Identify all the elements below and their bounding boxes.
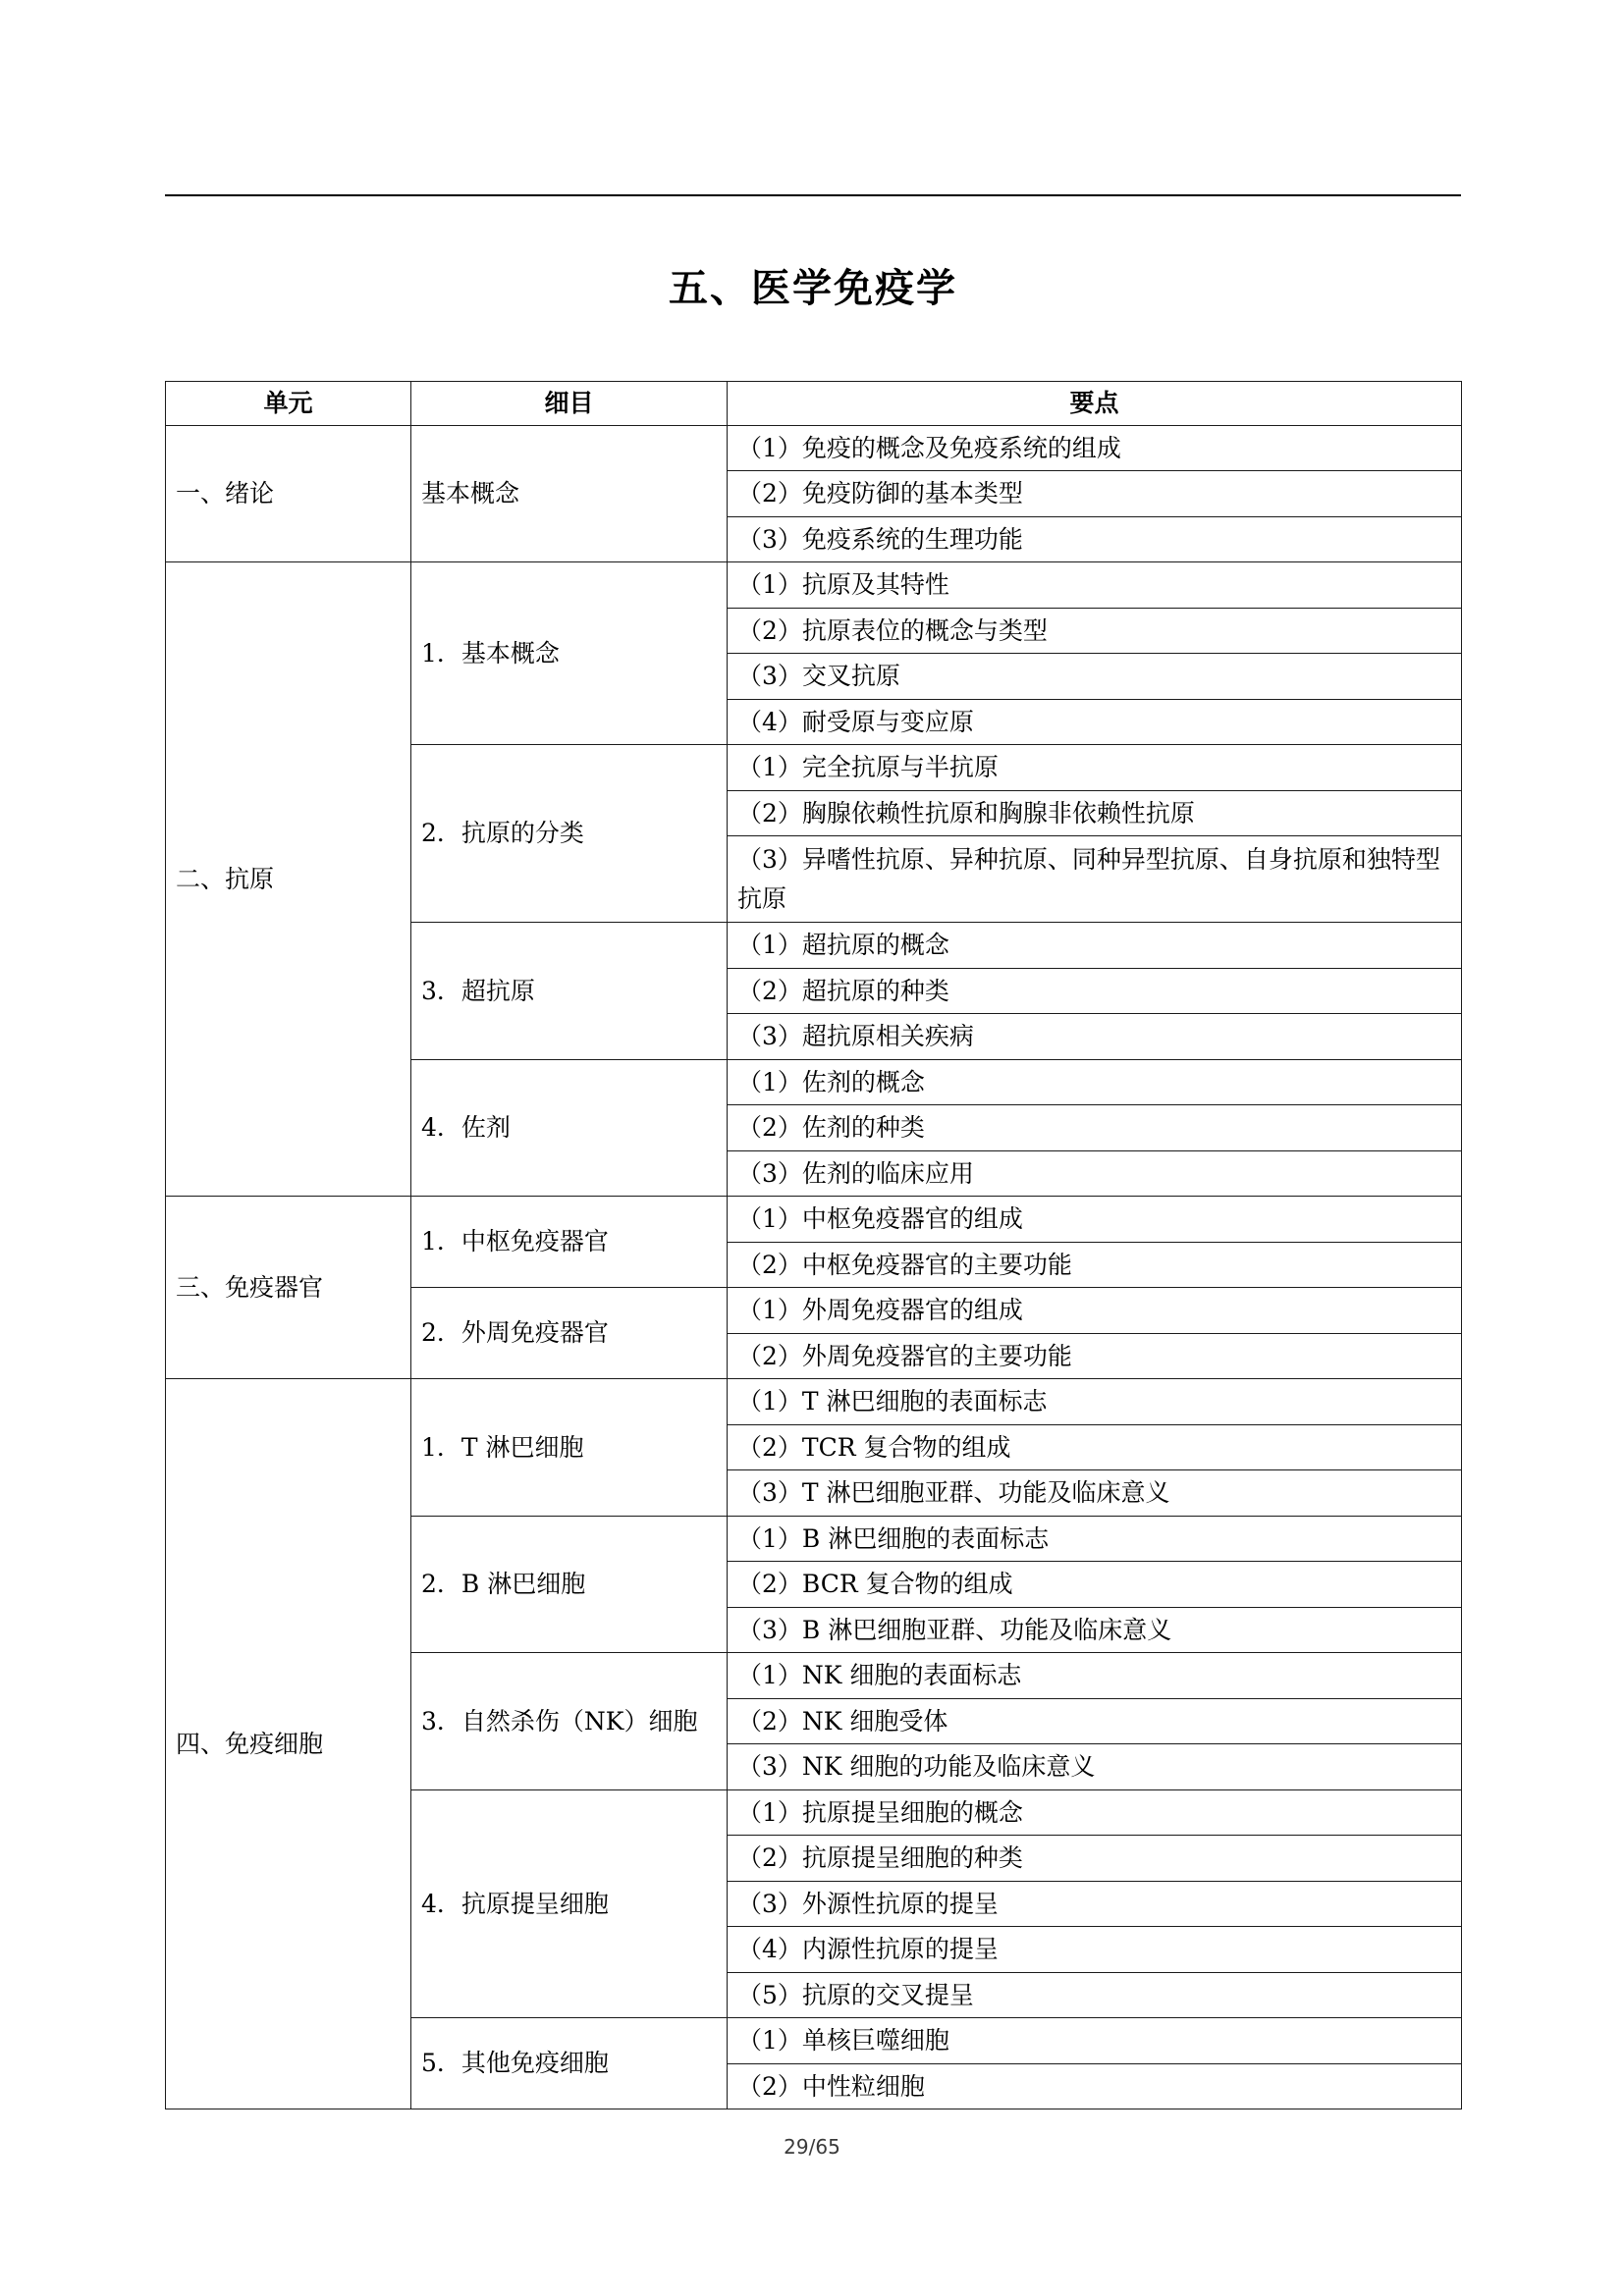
unit-cell: 四、免疫细胞	[166, 1379, 411, 2109]
point-cell: （1）外周免疫器官的组成	[728, 1288, 1462, 1334]
header-rule	[165, 194, 1461, 196]
point-cell: （2）中枢免疫器官的主要功能	[728, 1242, 1462, 1288]
syllabus-table	[165, 381, 1462, 2109]
item-cell: 1．中枢免疫器官	[411, 1197, 728, 1288]
point-cell: （3）B 淋巴细胞亚群、功能及临床意义	[728, 1607, 1462, 1653]
point-cell: （1）抗原及其特性	[728, 562, 1462, 609]
item-cell: 3．超抗原	[411, 923, 728, 1060]
point-cell: （3）NK 细胞的功能及临床意义	[728, 1744, 1462, 1790]
point-cell: （4）耐受原与变应原	[728, 699, 1462, 745]
point-cell: （4）内源性抗原的提呈	[728, 1927, 1462, 1973]
table-header	[166, 382, 1462, 426]
point-cell: （5）抗原的交叉提呈	[728, 1972, 1462, 2018]
point-cell: （1）免疫的概念及免疫系统的组成	[728, 425, 1462, 471]
point-cell: （3）免疫系统的生理功能	[728, 516, 1462, 562]
item-cell: 2．B 淋巴细胞	[411, 1516, 728, 1653]
point-cell: （1）中枢免疫器官的组成	[728, 1197, 1462, 1243]
table-row	[166, 1379, 1462, 1425]
point-cell: （1）T 淋巴细胞的表面标志	[728, 1379, 1462, 1425]
syllabus-table-container	[165, 381, 1461, 2109]
point-cell: （2）中性粒细胞	[728, 2063, 1462, 2109]
item-cell: 4．抗原提呈细胞	[411, 1789, 728, 2018]
point-cell: （1）单核巨噬细胞	[728, 2018, 1462, 2064]
point-cell: （1）NK 细胞的表面标志	[728, 1653, 1462, 1699]
point-cell: （2）佐剂的种类	[728, 1105, 1462, 1151]
point-cell: （2）免疫防御的基本类型	[728, 471, 1462, 517]
table-row	[166, 1197, 1462, 1243]
point-cell: （1）完全抗原与半抗原	[728, 745, 1462, 791]
item-cell: 1．基本概念	[411, 562, 728, 745]
table-header-row	[166, 382, 1462, 426]
point-cell: （3）佐剂的临床应用	[728, 1150, 1462, 1197]
unit-cell: 一、绪论	[166, 425, 411, 562]
point-cell: （3）T 淋巴细胞亚群、功能及临床意义	[728, 1470, 1462, 1517]
table-row	[166, 425, 1462, 471]
point-cell: （1）超抗原的概念	[728, 923, 1462, 969]
column-header-item: 细目	[411, 382, 728, 426]
point-cell: （1）佐剂的概念	[728, 1059, 1462, 1105]
item-cell: 5．其他免疫细胞	[411, 2018, 728, 2109]
unit-cell: 二、抗原	[166, 562, 411, 1197]
table-row	[166, 562, 1462, 609]
page-title: 五、医学免疫学	[669, 266, 957, 311]
point-cell: （2）外周免疫器官的主要功能	[728, 1333, 1462, 1379]
point-cell: （2）胸腺依赖性抗原和胸腺非依赖性抗原	[728, 790, 1462, 836]
point-cell: （3）异嗜性抗原、异种抗原、同种异型抗原、自身抗原和独特型抗原	[728, 836, 1462, 923]
point-cell: （2）BCR 复合物的组成	[728, 1562, 1462, 1608]
item-cell: 2．外周免疫器官	[411, 1288, 728, 1379]
point-cell: （1）抗原提呈细胞的概念	[728, 1789, 1462, 1836]
point-cell: （3）外源性抗原的提呈	[728, 1881, 1462, 1927]
point-cell: （2）抗原表位的概念与类型	[728, 608, 1462, 654]
point-cell: （2）超抗原的种类	[728, 968, 1462, 1014]
item-cell: 1．T 淋巴细胞	[411, 1379, 728, 1517]
table-body	[166, 425, 1462, 2109]
item-cell: 基本概念	[411, 425, 728, 562]
point-cell: （2）TCR 复合物的组成	[728, 1424, 1462, 1470]
unit-cell: 三、免疫器官	[166, 1197, 411, 1379]
item-cell: 2．抗原的分类	[411, 745, 728, 923]
column-header-unit: 单元	[166, 382, 411, 426]
item-cell: 3．自然杀伤（NK）细胞	[411, 1653, 728, 1790]
item-cell: 4．佐剂	[411, 1059, 728, 1197]
point-cell: （2）抗原提呈细胞的种类	[728, 1836, 1462, 1882]
page-number: 29/65	[784, 2135, 840, 2159]
point-cell: （2）NK 细胞受体	[728, 1698, 1462, 1744]
point-cell: （3）超抗原相关疾病	[728, 1014, 1462, 1060]
point-cell: （3）交叉抗原	[728, 654, 1462, 700]
point-cell: （1）B 淋巴细胞的表面标志	[728, 1516, 1462, 1562]
column-header-point: 要点	[728, 382, 1462, 426]
